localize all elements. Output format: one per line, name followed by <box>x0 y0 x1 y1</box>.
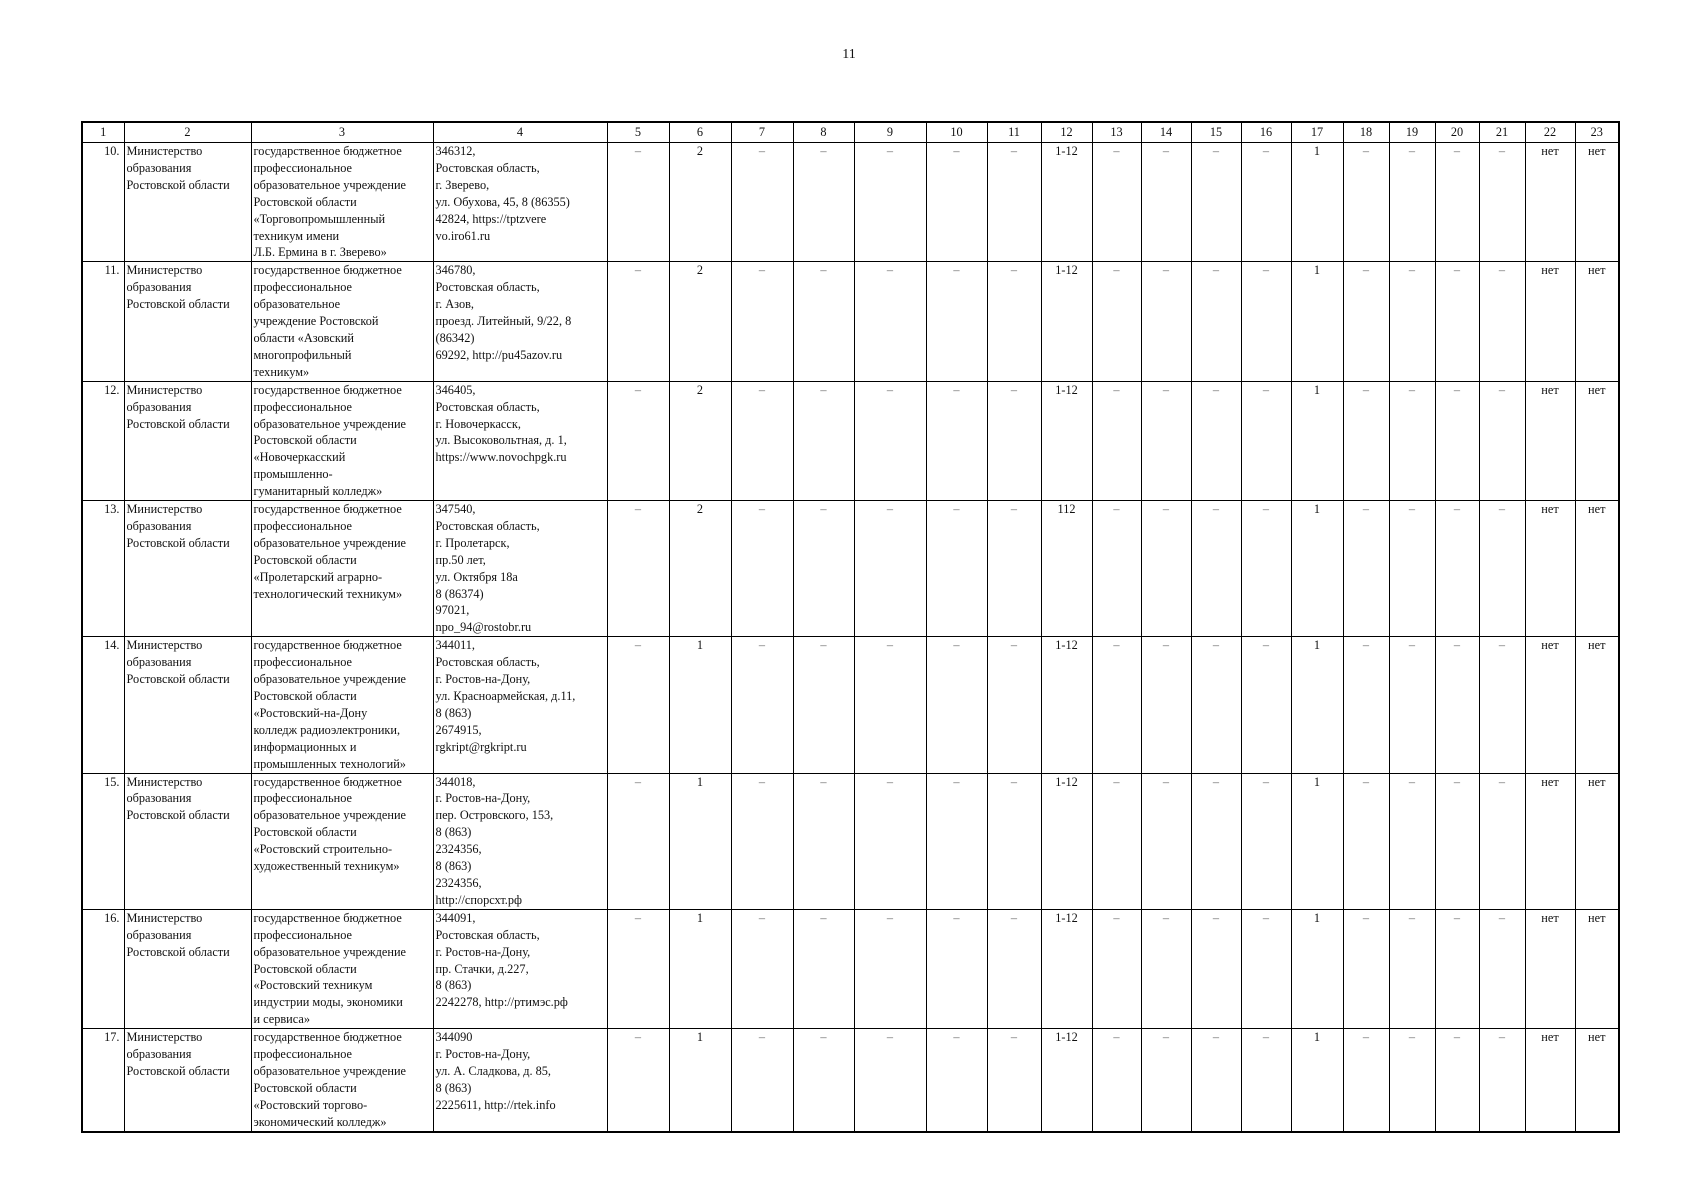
column-header-22: 22 <box>1525 122 1575 143</box>
row-number: 15. <box>82 773 124 909</box>
institution-name-cell: государственное бюджетное профессиональное образовательное учреждение Ростовской области «Азовский многопрофильный техникум» <box>251 262 433 381</box>
cell-col-13: – <box>1092 909 1141 1028</box>
row-number: 16. <box>82 909 124 1028</box>
column-header-15: 15 <box>1191 122 1241 143</box>
row-number: 14. <box>82 637 124 773</box>
cell-col-6: 1 <box>669 637 731 773</box>
cell-col-21: – <box>1479 262 1525 381</box>
column-header-18: 18 <box>1343 122 1389 143</box>
cell-col-8: – <box>793 773 854 909</box>
cell-col-12: 1-12 <box>1041 909 1092 1028</box>
cell-col-10: – <box>926 637 987 773</box>
address-cell: 344018, г. Ростов-на-Дону, пер. Островского, 153, 8 (863) 2324356, 8 (863) 2324356, http://спорсхт.рф <box>433 773 607 909</box>
cell-col-18: – <box>1343 909 1389 1028</box>
cell-col-17: 1 <box>1291 381 1343 500</box>
cell-col-6: 2 <box>669 262 731 381</box>
cell-col-23: нет <box>1575 262 1619 381</box>
institution-name-cell: государственное бюджетное профессиональное образовательное учреждение Ростовской области «Ростовский техникум индустрии моды, экономики и сервиса» <box>251 909 433 1028</box>
cell-col-21: – <box>1479 143 1525 262</box>
cell-col-5: – <box>607 381 669 500</box>
cell-col-7: – <box>731 637 793 773</box>
cell-col-6: 2 <box>669 143 731 262</box>
cell-col-7: – <box>731 501 793 637</box>
cell-col-7: – <box>731 381 793 500</box>
cell-col-9: – <box>854 773 926 909</box>
cell-col-14: – <box>1141 262 1191 381</box>
cell-col-14: – <box>1141 501 1191 637</box>
cell-col-19: – <box>1389 637 1435 773</box>
cell-col-10: – <box>926 381 987 500</box>
cell-col-5: – <box>607 143 669 262</box>
cell-col-19: – <box>1389 909 1435 1028</box>
cell-col-17: 1 <box>1291 501 1343 637</box>
founder-cell: Министерство образования Ростовской области <box>124 262 251 381</box>
cell-col-11: – <box>987 381 1041 500</box>
cell-col-22: нет <box>1525 1029 1575 1132</box>
founder-cell: Министерство образования Ростовской области <box>124 501 251 637</box>
address-cell: 344091, Ростовская область, г. Ростов-на-Дону, пр. Стачки, д.227, 8 (863) 2242278, http://ртимэс.рф <box>433 909 607 1028</box>
cell-col-18: – <box>1343 262 1389 381</box>
cell-col-12: 1-12 <box>1041 1029 1092 1132</box>
cell-col-12: 1-12 <box>1041 143 1092 262</box>
column-header-7: 7 <box>731 122 793 143</box>
table-row <box>82 1029 1619 1132</box>
institution-name-cell: государственное бюджетное профессиональное образовательное учреждение Ростовской области «Новочеркасский промышленно- гуманитарный колледж» <box>251 381 433 500</box>
cell-col-20: – <box>1435 773 1479 909</box>
column-header-4: 4 <box>433 122 607 143</box>
cell-col-15: – <box>1191 143 1241 262</box>
cell-col-5: – <box>607 637 669 773</box>
column-header-5: 5 <box>607 122 669 143</box>
cell-col-16: – <box>1241 143 1291 262</box>
cell-col-23: нет <box>1575 1029 1619 1132</box>
cell-col-18: – <box>1343 773 1389 909</box>
cell-col-18: – <box>1343 381 1389 500</box>
cell-col-5: – <box>607 1029 669 1132</box>
cell-col-11: – <box>987 1029 1041 1132</box>
cell-col-7: – <box>731 909 793 1028</box>
table-row <box>82 501 1619 637</box>
column-header-8: 8 <box>793 122 854 143</box>
column-header-12: 12 <box>1041 122 1092 143</box>
column-header-19: 19 <box>1389 122 1435 143</box>
cell-col-9: – <box>854 1029 926 1132</box>
column-header-2: 2 <box>124 122 251 143</box>
cell-col-9: – <box>854 909 926 1028</box>
cell-col-17: 1 <box>1291 262 1343 381</box>
cell-col-17: 1 <box>1291 1029 1343 1132</box>
cell-col-15: – <box>1191 501 1241 637</box>
row-number: 12. <box>82 381 124 500</box>
cell-col-12: 1-12 <box>1041 381 1092 500</box>
cell-col-14: – <box>1141 1029 1191 1132</box>
cell-col-20: – <box>1435 1029 1479 1132</box>
cell-col-7: – <box>731 773 793 909</box>
cell-col-16: – <box>1241 637 1291 773</box>
cell-col-6: 1 <box>669 909 731 1028</box>
cell-col-12: 1-12 <box>1041 773 1092 909</box>
cell-col-21: – <box>1479 909 1525 1028</box>
column-header-16: 16 <box>1241 122 1291 143</box>
cell-col-17: 1 <box>1291 143 1343 262</box>
cell-col-9: – <box>854 262 926 381</box>
founder-cell: Министерство образования Ростовской области <box>124 909 251 1028</box>
cell-col-8: – <box>793 262 854 381</box>
cell-col-23: нет <box>1575 909 1619 1028</box>
column-header-17: 17 <box>1291 122 1343 143</box>
cell-col-14: – <box>1141 637 1191 773</box>
cell-col-7: – <box>731 262 793 381</box>
cell-col-20: – <box>1435 501 1479 637</box>
cell-col-15: – <box>1191 1029 1241 1132</box>
table-row <box>82 909 1619 1028</box>
column-header-23: 23 <box>1575 122 1619 143</box>
table-row <box>82 381 1619 500</box>
column-header-13: 13 <box>1092 122 1141 143</box>
cell-col-14: – <box>1141 773 1191 909</box>
cell-col-22: нет <box>1525 909 1575 1028</box>
cell-col-5: – <box>607 909 669 1028</box>
cell-col-10: – <box>926 143 987 262</box>
cell-col-11: – <box>987 262 1041 381</box>
cell-col-10: – <box>926 909 987 1028</box>
cell-col-23: нет <box>1575 143 1619 262</box>
column-header-21: 21 <box>1479 122 1525 143</box>
cell-col-18: – <box>1343 1029 1389 1132</box>
cell-col-20: – <box>1435 143 1479 262</box>
cell-col-22: нет <box>1525 262 1575 381</box>
cell-col-16: – <box>1241 909 1291 1028</box>
cell-col-13: – <box>1092 1029 1141 1132</box>
column-header-3: 3 <box>251 122 433 143</box>
founder-cell: Министерство образования Ростовской области <box>124 381 251 500</box>
cell-col-8: – <box>793 1029 854 1132</box>
cell-col-6: 1 <box>669 1029 731 1132</box>
column-header-9: 9 <box>854 122 926 143</box>
cell-col-9: – <box>854 381 926 500</box>
cell-col-14: – <box>1141 381 1191 500</box>
cell-col-9: – <box>854 637 926 773</box>
cell-col-15: – <box>1191 909 1241 1028</box>
cell-col-12: 1-12 <box>1041 637 1092 773</box>
cell-col-9: – <box>854 501 926 637</box>
institutions-table <box>81 121 1620 1133</box>
cell-col-12: 1-12 <box>1041 262 1092 381</box>
column-header-11: 11 <box>987 122 1041 143</box>
address-cell: 344011, Ростовская область, г. Ростов-на-Дону, ул. Красноармейская, д.11, 8 (863) 2674915, rgkript@rgkript.ru <box>433 637 607 773</box>
cell-col-13: – <box>1092 143 1141 262</box>
cell-col-10: – <box>926 773 987 909</box>
cell-col-14: – <box>1141 143 1191 262</box>
row-number: 13. <box>82 501 124 637</box>
cell-col-21: – <box>1479 381 1525 500</box>
row-number: 11. <box>82 262 124 381</box>
cell-col-11: – <box>987 501 1041 637</box>
cell-col-18: – <box>1343 501 1389 637</box>
column-number-row <box>82 122 1619 143</box>
cell-col-5: – <box>607 262 669 381</box>
cell-col-19: – <box>1389 381 1435 500</box>
cell-col-6: 2 <box>669 501 731 637</box>
institution-name-cell: государственное бюджетное профессиональное образовательное учреждение Ростовской области «Ростовский-на-Дону колледж радиоэлектроники, информационных и промышленных технологий» <box>251 637 433 773</box>
cell-col-22: нет <box>1525 143 1575 262</box>
cell-col-22: нет <box>1525 381 1575 500</box>
cell-col-11: – <box>987 637 1041 773</box>
cell-col-7: – <box>731 1029 793 1132</box>
cell-col-18: – <box>1343 143 1389 262</box>
cell-col-8: – <box>793 381 854 500</box>
row-number: 10. <box>82 143 124 262</box>
cell-col-21: – <box>1479 637 1525 773</box>
cell-col-13: – <box>1092 501 1141 637</box>
cell-col-8: – <box>793 143 854 262</box>
founder-cell: Министерство образования Ростовской области <box>124 143 251 262</box>
cell-col-21: – <box>1479 1029 1525 1132</box>
table-row <box>82 262 1619 381</box>
cell-col-12: 112 <box>1041 501 1092 637</box>
cell-col-16: – <box>1241 262 1291 381</box>
cell-col-10: – <box>926 1029 987 1132</box>
cell-col-23: нет <box>1575 381 1619 500</box>
cell-col-11: – <box>987 909 1041 1028</box>
cell-col-21: – <box>1479 773 1525 909</box>
table-body <box>82 143 1619 1132</box>
cell-col-23: нет <box>1575 501 1619 637</box>
cell-col-8: – <box>793 637 854 773</box>
cell-col-16: – <box>1241 381 1291 500</box>
founder-cell: Министерство образования Ростовской области <box>124 773 251 909</box>
cell-col-19: – <box>1389 773 1435 909</box>
cell-col-11: – <box>987 143 1041 262</box>
cell-col-5: – <box>607 773 669 909</box>
cell-col-9: – <box>854 143 926 262</box>
cell-col-15: – <box>1191 262 1241 381</box>
cell-col-10: – <box>926 501 987 637</box>
page-number: 11 <box>842 47 856 62</box>
table-row <box>82 637 1619 773</box>
cell-col-16: – <box>1241 1029 1291 1132</box>
cell-col-17: 1 <box>1291 773 1343 909</box>
cell-col-17: 1 <box>1291 637 1343 773</box>
founder-cell: Министерство образования Ростовской области <box>124 1029 251 1132</box>
cell-col-15: – <box>1191 773 1241 909</box>
cell-col-20: – <box>1435 637 1479 773</box>
founder-cell: Министерство образования Ростовской области <box>124 637 251 773</box>
row-number: 17. <box>82 1029 124 1132</box>
cell-col-22: нет <box>1525 637 1575 773</box>
address-cell: 346405, Ростовская область, г. Новочеркасск, ул. Высоковольтная, д. 1, https://www.novochpgk.ru <box>433 381 607 500</box>
cell-col-20: – <box>1435 909 1479 1028</box>
cell-col-19: – <box>1389 143 1435 262</box>
cell-col-15: – <box>1191 637 1241 773</box>
cell-col-11: – <box>987 773 1041 909</box>
institution-name-cell: государственное бюджетное профессиональное образовательное учреждение Ростовской области «Ростовский торгово- экономический колледж» <box>251 1029 433 1132</box>
institution-name-cell: государственное бюджетное профессиональное образовательное учреждение Ростовской области «Пролетарский аграрно- технологический техникум» <box>251 501 433 637</box>
address-cell: 346312, Ростовская область, г. Зверево, ул. Обухова, 45, 8 (86355) 42824, https://tptzvere vo.iro61.ru <box>433 143 607 262</box>
column-header-20: 20 <box>1435 122 1479 143</box>
address-cell: 347540, Ростовская область, г. Пролетарск, пр.50 лет, ул. Октября 18а 8 (86374) 97021, npo_94@rostobr.ru <box>433 501 607 637</box>
table-row <box>82 773 1619 909</box>
column-header-1: 1 <box>82 122 124 143</box>
cell-col-8: – <box>793 501 854 637</box>
cell-col-19: – <box>1389 1029 1435 1132</box>
cell-col-14: – <box>1141 909 1191 1028</box>
address-cell: 346780, Ростовская область, г. Азов, проезд. Литейный, 9/22, 8 (86342) 69292, http://pu45azov.ru <box>433 262 607 381</box>
cell-col-6: 1 <box>669 773 731 909</box>
cell-col-22: нет <box>1525 773 1575 909</box>
cell-col-21: – <box>1479 501 1525 637</box>
cell-col-16: – <box>1241 773 1291 909</box>
cell-col-16: – <box>1241 501 1291 637</box>
table-row <box>82 143 1619 262</box>
cell-col-17: 1 <box>1291 909 1343 1028</box>
institution-name-cell: государственное бюджетное профессиональное образовательное учреждение Ростовской области «Торговопромышленный техникум имени Л.Б. Ермина в г. Зверево» <box>251 143 433 262</box>
cell-col-6: 2 <box>669 381 731 500</box>
cell-col-18: – <box>1343 637 1389 773</box>
cell-col-13: – <box>1092 637 1141 773</box>
cell-col-13: – <box>1092 773 1141 909</box>
cell-col-19: – <box>1389 501 1435 637</box>
column-header-14: 14 <box>1141 122 1191 143</box>
column-header-10: 10 <box>926 122 987 143</box>
cell-col-19: – <box>1389 262 1435 381</box>
cell-col-7: – <box>731 143 793 262</box>
cell-col-15: – <box>1191 381 1241 500</box>
cell-col-13: – <box>1092 262 1141 381</box>
cell-col-8: – <box>793 909 854 1028</box>
cell-col-20: – <box>1435 381 1479 500</box>
cell-col-23: нет <box>1575 773 1619 909</box>
column-header-6: 6 <box>669 122 731 143</box>
cell-col-23: нет <box>1575 637 1619 773</box>
cell-col-13: – <box>1092 381 1141 500</box>
address-cell: 344090 г. Ростов-на-Дону, ул. А. Сладкова, д. 85, 8 (863) 2225611, http://rtek.info <box>433 1029 607 1132</box>
cell-col-22: нет <box>1525 501 1575 637</box>
cell-col-10: – <box>926 262 987 381</box>
institution-name-cell: государственное бюджетное профессиональное образовательное учреждение Ростовской области «Ростовский строительно- художественный техникум» <box>251 773 433 909</box>
cell-col-5: – <box>607 501 669 637</box>
cell-col-20: – <box>1435 262 1479 381</box>
